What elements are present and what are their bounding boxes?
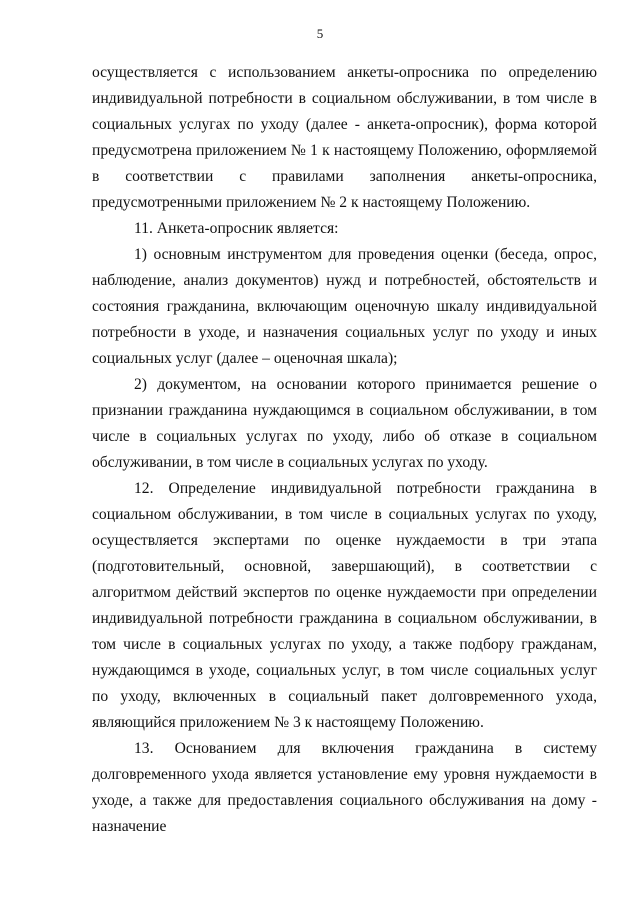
page-number: 5: [316, 26, 324, 41]
paragraph-11: 11. Анкета-опросник является:: [134, 220, 339, 237]
paragraph-11-item-2: 2) документом, на основании которого принимается решение о признании гражданина нуждающимся в социальном обслуживании, в том числе в социальных услугах по уходу, либо об отказе в социальном обслуживании, в том числе в социальных услугах по уходу.: [92, 376, 597, 471]
document-body: [92, 60, 597, 840]
paragraph-10-continuation: осуществляется с использованием анкеты-опросника по определению индивидуальной потребности в социальном обслуживании, в том числе в социальных услугах по уходу (далее - анкета-опросник), форма которой предусмотрена приложением № 1 к настоящему Положению, оформляемой в соответствии с правилами заполнения анкеты-опросника, предусмотренными приложением № 2 к настоящему Положению.: [92, 64, 597, 211]
paragraph-12: 12. Определение индивидуальной потребности гражданина в социальном обслуживании, в том числе в социальных услугах по уходу, осуществляется экспертами по оценке нуждаемости в три этапа (подготовительный, основной, завершающий), в соответствии с алгоритмом действий экспертов по оценке нуждаемости при определении индивидуальной потребности гражданина в социальном обслуживании, в том числе в социальных услугах по уходу, а также подбору гражданам, нуждающимся в уходе, социальных услуг, в том числе социальных услуг по уходу, включенных в социальный пакет долговременного ухода, являющийся приложением № 3 к настоящему Положению.: [92, 480, 597, 731]
paragraph-11-item-1: 1) основным инструментом для проведения оценки (беседа, опрос, наблюдение, анализ документов) нужд и потребностей, обстоятельств и состояния гражданина, включающим оценочную шкалу индивидуальной потребности в уходе, и назначения социальных услуг по уходу и иных социальных услуг (далее – оценочная шкала);: [92, 246, 597, 367]
paragraph-13: 13. Основанием для включения гражданина в систему долговременного ухода является установление ему уровня нуждаемости в уходе, а также для предоставления социального обслуживания на дому - назначение: [92, 740, 597, 835]
